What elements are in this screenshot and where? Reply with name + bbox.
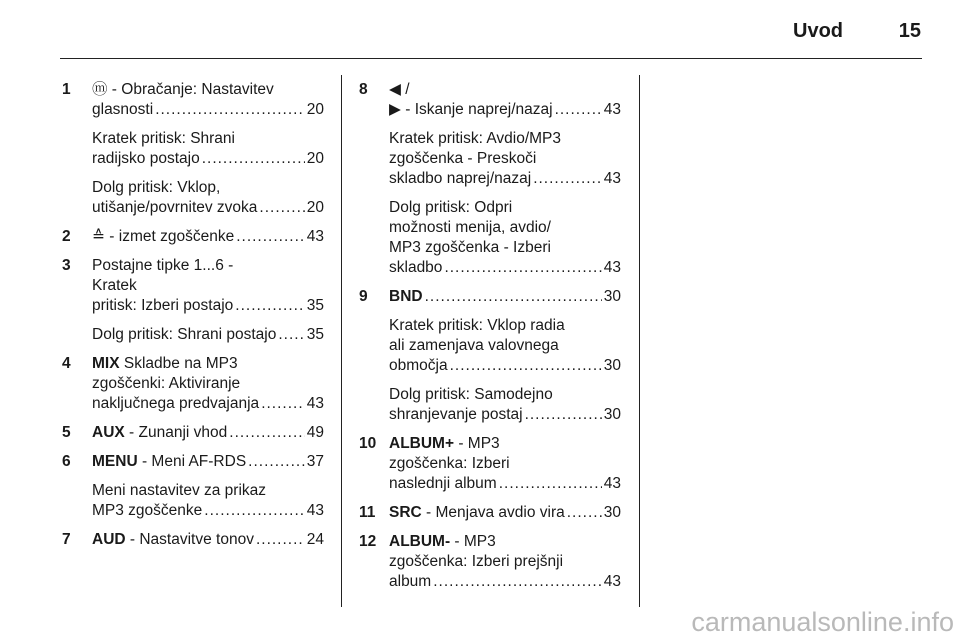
- legend-paragraph: [389, 385, 621, 425]
- legend-entry: [359, 503, 621, 523]
- item-number: 12: [359, 533, 377, 550]
- legend-paragraph: [92, 481, 324, 521]
- page-reference: 30: [603, 288, 621, 305]
- text-run: radijsko postajo: [92, 150, 200, 167]
- text-line: Dolg pritisk: Samodejno: [389, 386, 553, 403]
- leader-text: [389, 572, 431, 592]
- page-reference: 20: [306, 101, 324, 118]
- text-line: Postajne tipke 1...6 -: [92, 257, 234, 274]
- dot-leader: [433, 572, 602, 592]
- leader-text: [92, 198, 257, 218]
- legend-paragraph: [389, 434, 621, 494]
- page-reference: 43: [603, 475, 621, 492]
- text-run: - Nastavitve tonov: [125, 531, 254, 548]
- dot-leader: [235, 296, 304, 316]
- dot-leader: [236, 227, 305, 247]
- legend-entry: [62, 227, 324, 247]
- leader-text: [389, 100, 553, 120]
- page-reference: 20: [306, 150, 324, 167]
- text-line: ◀ /: [389, 81, 410, 98]
- legend-paragraph: [92, 256, 324, 316]
- legend-entry: [359, 287, 621, 425]
- dot-leader: [248, 452, 305, 472]
- dot-leader: [155, 100, 305, 120]
- text-run: - Zunanji vhod: [124, 424, 228, 441]
- legend-paragraph: [92, 227, 324, 247]
- page-reference: 43: [603, 573, 621, 590]
- leader-line: [92, 501, 324, 521]
- dot-leader: [533, 169, 602, 189]
- leader-line: [389, 258, 621, 278]
- column-divider-right: [639, 75, 640, 607]
- text-run: pritisk: Izberi postajo: [92, 297, 234, 314]
- legend-paragraph: [92, 178, 324, 218]
- leader-line: [92, 149, 324, 169]
- leader-text: [389, 356, 448, 376]
- text-line: Dolg pritisk: Vklop,: [92, 179, 221, 196]
- legend-paragraph: [389, 198, 621, 278]
- legend-paragraph: [92, 80, 324, 120]
- text-run: glasnosti: [92, 101, 154, 118]
- text-line: zgoščenka: Izberi: [389, 455, 510, 472]
- page-reference: 43: [306, 228, 324, 245]
- text-line: [389, 434, 621, 454]
- control-key-label: MIX: [92, 355, 120, 372]
- item-number: 1: [62, 81, 71, 98]
- leader-line: [92, 452, 324, 472]
- control-key-label: ALBUM-: [389, 533, 451, 550]
- text-run: Dolg pritisk: Shrani postajo: [92, 326, 277, 343]
- text-line: Kratek pritisk: Avdio/MP3: [389, 130, 562, 147]
- legend-entry: [62, 452, 324, 521]
- leader-line: [389, 405, 621, 425]
- item-number: 4: [62, 355, 71, 372]
- legend-entry: [62, 80, 324, 218]
- control-key-label: AUD: [92, 531, 126, 548]
- legend-entry: [62, 530, 324, 550]
- header-rule: [60, 58, 922, 59]
- leader-line: [389, 503, 621, 523]
- legend-paragraph: [92, 129, 324, 169]
- dot-leader: [525, 405, 602, 425]
- text-run: - Meni AF-RDS: [137, 453, 247, 470]
- item-number: 7: [62, 531, 71, 548]
- text-run: naključnega predvajanja: [92, 395, 260, 412]
- page-reference: 35: [306, 326, 324, 343]
- legend-paragraph: [389, 316, 621, 376]
- text-line: Kratek pritisk: Shrani: [92, 130, 235, 147]
- item-number: 8: [359, 81, 368, 98]
- text-line: Kratek pritisk: Vklop radia: [389, 317, 565, 334]
- page-number: 15: [898, 20, 921, 42]
- leader-text: [389, 405, 523, 425]
- text-run: shranjevanje postaj: [389, 406, 523, 423]
- dot-leader: [261, 394, 305, 414]
- legend-paragraph: [92, 452, 324, 472]
- dot-leader: [256, 530, 305, 550]
- page-reference: 30: [603, 357, 621, 374]
- legend-paragraph: [92, 423, 324, 443]
- leader-text: [92, 296, 233, 316]
- leader-line: [92, 530, 324, 550]
- legend-entry: [359, 80, 621, 278]
- leader-line: [389, 100, 621, 120]
- leader-line: [92, 325, 324, 345]
- legend-entry: [359, 532, 621, 592]
- leader-text: [92, 149, 200, 169]
- item-number: 5: [62, 424, 71, 441]
- leader-line: [92, 100, 324, 120]
- leader-line: [389, 572, 621, 592]
- text-line: [389, 532, 621, 552]
- page-reference: 43: [603, 101, 621, 118]
- text-run: Skladbe na MP3: [119, 355, 238, 372]
- text-run: - Menjava avdio vira: [421, 504, 565, 521]
- text-line: možnosti menija, avdio/: [389, 219, 551, 236]
- text-line: Kratek: [92, 277, 137, 294]
- legend-entry: [62, 256, 324, 345]
- control-key-label: SRC: [389, 504, 422, 521]
- dot-leader: [278, 325, 304, 345]
- text-run: utišanje/povrnitev zvoka: [92, 199, 258, 216]
- column-divider-left: [341, 75, 342, 607]
- leader-text: [92, 100, 153, 120]
- dot-leader: [555, 100, 602, 120]
- page-reference: 43: [603, 170, 621, 187]
- leader-text: [389, 287, 423, 307]
- leader-text: [92, 452, 246, 472]
- item-number: 3: [62, 257, 71, 274]
- legend-paragraph: [389, 532, 621, 592]
- legend-column-left: [62, 80, 324, 559]
- leader-line: [389, 169, 621, 189]
- item-number: 9: [359, 288, 368, 305]
- text-run: naslednji album: [389, 475, 497, 492]
- leader-text: [92, 325, 276, 345]
- dot-leader: [425, 287, 602, 307]
- page-reference: 35: [306, 297, 324, 314]
- leader-text: [92, 501, 202, 521]
- dot-leader: [229, 423, 304, 443]
- dot-leader: [259, 198, 304, 218]
- text-run: MP3 zgoščenke: [92, 502, 203, 519]
- leader-line: [92, 198, 324, 218]
- page-title: Uvod: [793, 20, 843, 42]
- leader-text: [389, 503, 565, 523]
- legend-paragraph: [92, 530, 324, 550]
- text-line: MP3 zgoščenka - Izberi: [389, 239, 551, 256]
- leader-line: [389, 287, 621, 307]
- item-number: 10: [359, 435, 377, 452]
- item-number: 11: [359, 504, 376, 521]
- dot-leader: [204, 501, 304, 521]
- leader-line: [92, 423, 324, 443]
- leader-text: [389, 169, 531, 189]
- text-run: skladbo naprej/nazaj: [389, 170, 532, 187]
- text-line: ali zamenjava valovnega: [389, 337, 559, 354]
- legend-paragraph: [92, 354, 324, 414]
- text-line: zgoščenka: Izberi prejšnji: [389, 553, 564, 570]
- control-key-label: ALBUM+: [389, 435, 455, 452]
- text-line: Dolg pritisk: Odpri: [389, 199, 513, 216]
- legend-paragraph: [389, 80, 621, 120]
- dot-leader: [567, 503, 602, 523]
- legend-entry: [62, 423, 324, 443]
- text-line: zgoščenka - Preskoči: [389, 150, 537, 167]
- leader-text: [389, 258, 442, 278]
- legend-paragraph: [92, 325, 324, 345]
- leader-text: [92, 530, 254, 550]
- text-line: Meni nastavitev za prikaz: [92, 482, 267, 499]
- control-key-label: AUX: [92, 424, 125, 441]
- page-reference: 30: [603, 406, 621, 423]
- legend-paragraph: [389, 129, 621, 189]
- text-run: album: [389, 573, 432, 590]
- text-run: skladbo: [389, 259, 443, 276]
- dot-leader: [450, 356, 602, 376]
- text-run: ≙ - izmet zgoščenke: [92, 228, 235, 245]
- item-number: 6: [62, 453, 71, 470]
- dot-leader: [444, 258, 601, 278]
- dot-leader: [499, 474, 602, 494]
- legend-entry: [359, 434, 621, 494]
- legend-paragraph: [389, 503, 621, 523]
- text-run: območja: [389, 357, 448, 374]
- page-reference: 30: [603, 504, 621, 521]
- legend-paragraph: [389, 287, 621, 307]
- leader-line: [92, 227, 324, 247]
- watermark: carmanualsonline.info: [691, 607, 954, 637]
- text-line: [92, 354, 324, 374]
- leader-text: [92, 394, 259, 414]
- leader-line: [92, 394, 324, 414]
- item-number: 2: [62, 228, 71, 245]
- legend-column-right: [359, 80, 621, 601]
- leader-line: [389, 356, 621, 376]
- text-run: ▶ - Iskanje naprej/nazaj: [389, 101, 553, 118]
- control-key-label: MENU: [92, 453, 138, 470]
- page-reference: 24: [306, 531, 324, 548]
- leader-line: [389, 474, 621, 494]
- page-reference: 37: [306, 453, 324, 470]
- text-line: ⓜ - Obračanje: Nastavitev: [92, 81, 274, 98]
- control-key-label: BND: [389, 288, 423, 305]
- leader-text: [389, 474, 497, 494]
- text-run: - MP3: [454, 435, 500, 452]
- legend-entry: [62, 354, 324, 414]
- page-reference: 49: [306, 424, 324, 441]
- page-reference: 43: [603, 259, 621, 276]
- leader-text: [92, 227, 234, 247]
- text-run: - MP3: [450, 533, 496, 550]
- text-line: zgoščenki: Aktiviranje: [92, 375, 241, 392]
- dot-leader: [202, 149, 305, 169]
- page-reference: 43: [306, 502, 324, 519]
- page-reference: 43: [306, 395, 324, 412]
- leader-line: [92, 296, 324, 316]
- leader-text: [92, 423, 227, 443]
- page-reference: 20: [306, 199, 324, 216]
